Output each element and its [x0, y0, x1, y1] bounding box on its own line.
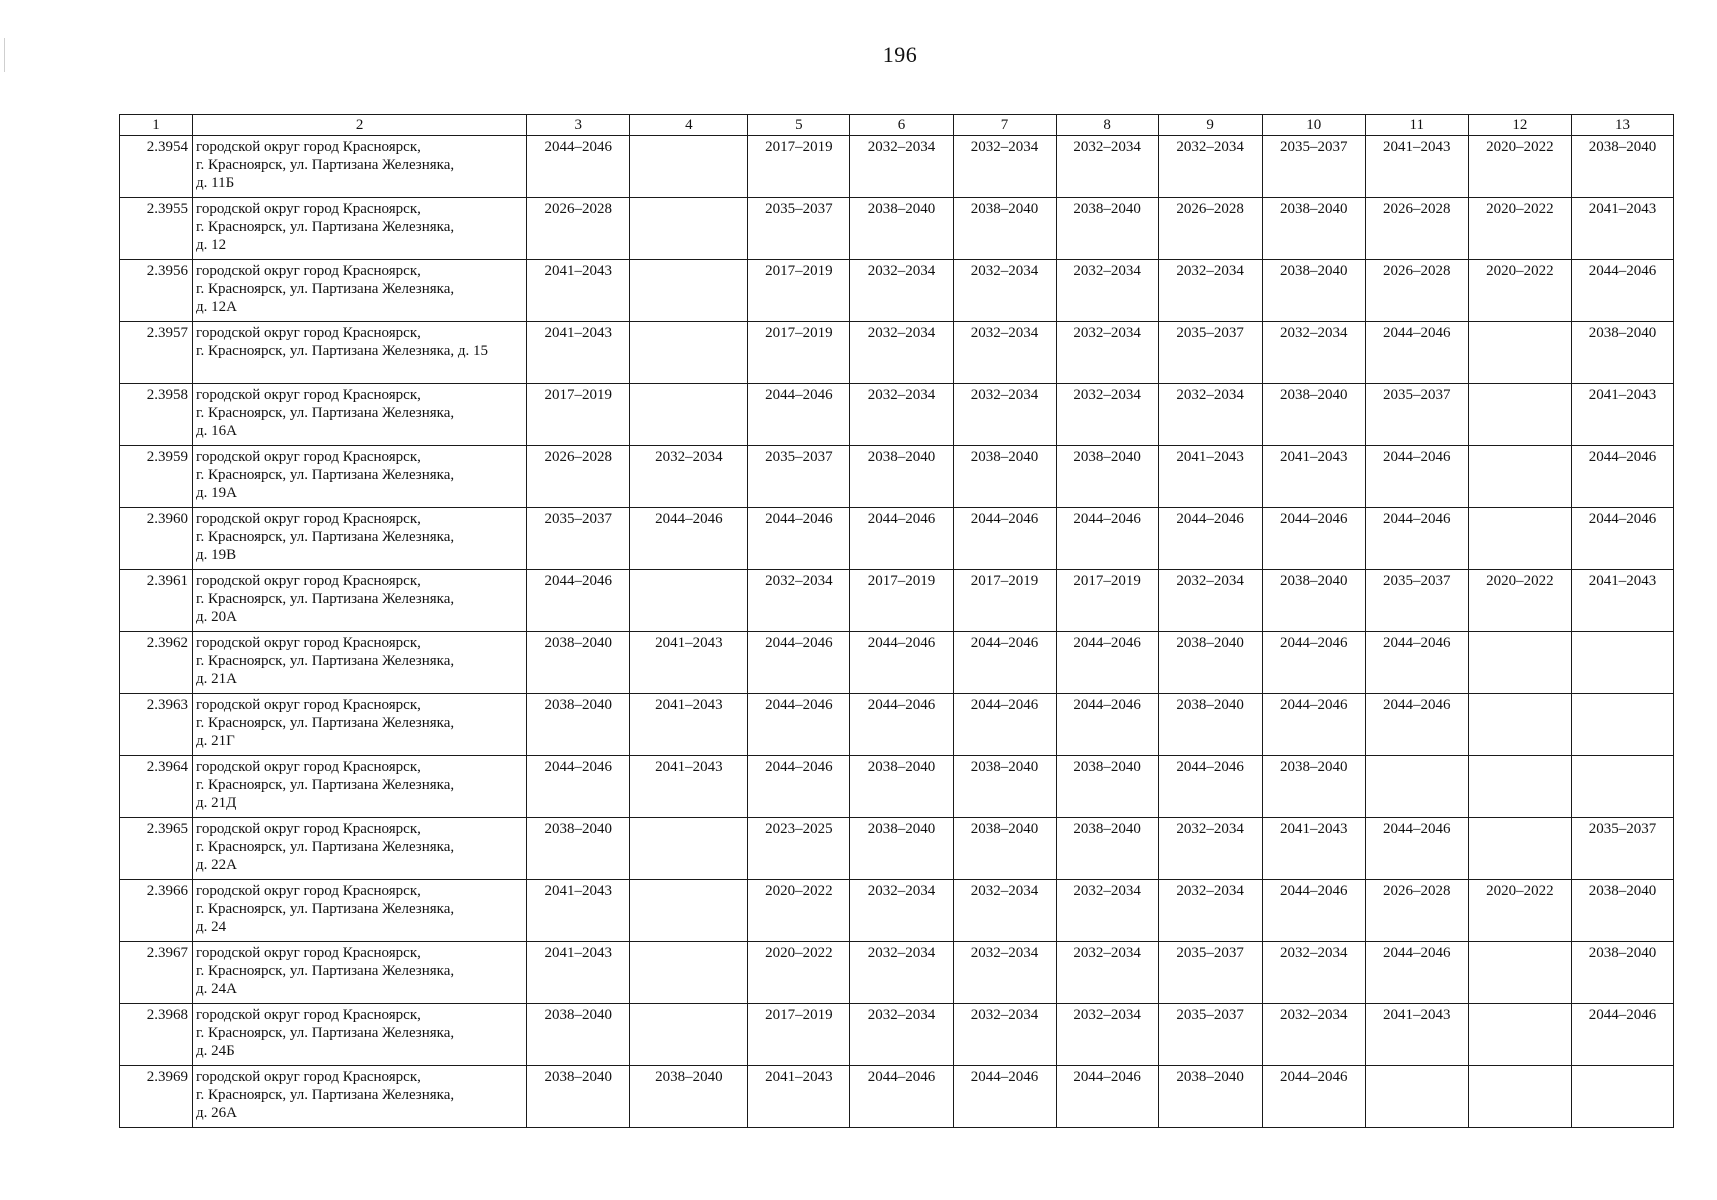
address-line: городской округ город Красноярск, [196, 635, 421, 651]
table-row [120, 446, 1674, 508]
period-cell-col-6: 2032–2034 [850, 322, 953, 384]
address-line: г. Красноярск, ул. Партизана Железняка, [196, 963, 455, 979]
period-cell-col-11: 2041–2043 [1365, 136, 1468, 198]
period-cell-col-7: 2038–2040 [953, 756, 1056, 818]
address-line: г. Красноярск, ул. Партизана Железняка, д. 15 [196, 343, 488, 359]
period-cell-col-9: 2044–2046 [1158, 756, 1262, 818]
period-cell-col-8: 2032–2034 [1056, 260, 1158, 322]
address-line: городской округ город Красноярск, [196, 1007, 421, 1023]
address-line: городской округ город Красноярск, [196, 201, 421, 217]
row-number-cell: 2.3955 [120, 198, 193, 260]
address-cell [193, 508, 527, 570]
period-cell-col-5: 2044–2046 [748, 632, 850, 694]
period-cell-col-7: 2044–2046 [953, 508, 1056, 570]
row-number-cell: 2.3958 [120, 384, 193, 446]
period-cell-col-13: 2044–2046 [1571, 446, 1673, 508]
column-header-1: 1 [120, 115, 193, 136]
period-cell-col-5: 2017–2019 [748, 1004, 850, 1066]
address-line: городской округ город Красноярск, [196, 573, 421, 589]
column-header-12: 12 [1468, 115, 1571, 136]
page-number: 196 [882, 42, 918, 67]
address-line: д. 24Б [196, 1043, 235, 1059]
period-cell-col-9: 2032–2034 [1158, 136, 1262, 198]
address-cell [193, 260, 527, 322]
address-line: д. 19А [196, 485, 238, 501]
period-cell-col-7: 2044–2046 [953, 1066, 1056, 1128]
period-cell-col-8: 2032–2034 [1056, 1004, 1158, 1066]
period-cell-col-4: 2041–2043 [630, 694, 748, 756]
period-cell-col-8: 2044–2046 [1056, 632, 1158, 694]
period-cell-col-3: 2038–2040 [527, 694, 630, 756]
address-line: г. Красноярск, ул. Партизана Железняка, [196, 1025, 455, 1041]
period-cell-col-4: 2041–2043 [630, 632, 748, 694]
row-number-cell: 2.3954 [120, 136, 193, 198]
period-cell-col-10: 2032–2034 [1262, 942, 1365, 1004]
address-cell [193, 570, 527, 632]
period-cell-col-5: 2017–2019 [748, 322, 850, 384]
period-cell-col-7: 2032–2034 [953, 260, 1056, 322]
period-cell-col-10: 2044–2046 [1262, 880, 1365, 942]
period-cell-col-4: 2044–2046 [630, 508, 748, 570]
table-row [120, 694, 1674, 756]
period-cell-col-12 [1468, 1004, 1571, 1066]
address-line: городской округ город Красноярск, [196, 511, 421, 527]
address-line: г. Красноярск, ул. Партизана Железняка, [196, 529, 455, 545]
row-number-cell: 2.3957 [120, 322, 193, 384]
row-number-cell: 2.3966 [120, 880, 193, 942]
period-cell-col-11: 2044–2046 [1365, 322, 1468, 384]
period-cell-col-8: 2032–2034 [1056, 880, 1158, 942]
column-header-11: 11 [1365, 115, 1468, 136]
period-cell-col-5: 2032–2034 [748, 570, 850, 632]
column-header-8: 8 [1056, 115, 1158, 136]
column-header-13: 13 [1571, 115, 1673, 136]
period-cell-col-9: 2041–2043 [1158, 446, 1262, 508]
period-cell-col-7: 2044–2046 [953, 632, 1056, 694]
address-line: г. Красноярск, ул. Партизана Железняка, [196, 405, 455, 421]
period-cell-col-7: 2038–2040 [953, 818, 1056, 880]
period-cell-col-7: 2038–2040 [953, 198, 1056, 260]
period-cell-col-10: 2032–2034 [1262, 1004, 1365, 1066]
period-cell-col-4 [630, 260, 748, 322]
period-cell-col-4 [630, 942, 748, 1004]
table-row [120, 260, 1674, 322]
address-line: городской округ город Красноярск, [196, 945, 421, 961]
period-cell-col-7: 2032–2034 [953, 384, 1056, 446]
period-cell-col-5: 2017–2019 [748, 260, 850, 322]
address-cell [193, 942, 527, 1004]
period-cell-col-13 [1571, 756, 1673, 818]
period-cell-col-12 [1468, 818, 1571, 880]
period-cell-col-8: 2017–2019 [1056, 570, 1158, 632]
period-cell-col-13: 2038–2040 [1571, 880, 1673, 942]
period-cell-col-8: 2044–2046 [1056, 1066, 1158, 1128]
address-line: городской округ город Красноярск, [196, 697, 421, 713]
column-header-10: 10 [1262, 115, 1365, 136]
period-cell-col-8: 2038–2040 [1056, 818, 1158, 880]
period-cell-col-4: 2041–2043 [630, 756, 748, 818]
table-row [120, 880, 1674, 942]
address-line: городской округ город Красноярск, [196, 759, 421, 775]
period-cell-col-10: 2035–2037 [1262, 136, 1365, 198]
period-cell-col-11: 2026–2028 [1365, 260, 1468, 322]
table-row [120, 1066, 1674, 1128]
period-cell-col-5: 2044–2046 [748, 508, 850, 570]
address-line: г. Красноярск, ул. Партизана Железняка, [196, 467, 455, 483]
address-cell [193, 694, 527, 756]
address-line: д. 24А [196, 981, 238, 997]
period-cell-col-12: 2020–2022 [1468, 136, 1571, 198]
period-cell-col-3: 2038–2040 [527, 1066, 630, 1128]
period-cell-col-3: 2041–2043 [527, 942, 630, 1004]
period-cell-col-12: 2020–2022 [1468, 198, 1571, 260]
table-row [120, 198, 1674, 260]
period-cell-col-13: 2041–2043 [1571, 384, 1673, 446]
period-cell-col-3: 2038–2040 [527, 818, 630, 880]
row-number-cell: 2.3967 [120, 942, 193, 1004]
period-cell-col-9: 2044–2046 [1158, 508, 1262, 570]
period-cell-col-3: 2026–2028 [527, 446, 630, 508]
period-cell-col-3: 2044–2046 [527, 756, 630, 818]
period-cell-col-3: 2035–2037 [527, 508, 630, 570]
period-cell-col-10: 2044–2046 [1262, 1066, 1365, 1128]
address-line: г. Красноярск, ул. Партизана Железняка, [196, 219, 455, 235]
period-cell-col-3: 2041–2043 [527, 322, 630, 384]
address-line: городской округ город Красноярск, [196, 883, 421, 899]
period-cell-col-8: 2038–2040 [1056, 198, 1158, 260]
period-cell-col-11: 2044–2046 [1365, 818, 1468, 880]
address-line: д. 21А [196, 671, 238, 687]
period-cell-col-7: 2032–2034 [953, 1004, 1056, 1066]
period-cell-col-9: 2035–2037 [1158, 942, 1262, 1004]
period-cell-col-12 [1468, 942, 1571, 1004]
address-line: д. 24 [196, 919, 227, 935]
period-cell-col-11: 2026–2028 [1365, 880, 1468, 942]
address-line: г. Красноярск, ул. Партизана Железняка, [196, 281, 455, 297]
period-cell-col-5: 2017–2019 [748, 136, 850, 198]
period-cell-col-11: 2026–2028 [1365, 198, 1468, 260]
address-line: д. 20А [196, 609, 238, 625]
period-cell-col-3: 2041–2043 [527, 260, 630, 322]
period-cell-col-12 [1468, 508, 1571, 570]
table-row [120, 632, 1674, 694]
column-header-6: 6 [850, 115, 953, 136]
period-cell-col-11: 2041–2043 [1365, 1004, 1468, 1066]
period-cell-col-7: 2032–2034 [953, 322, 1056, 384]
period-cell-col-5: 2020–2022 [748, 880, 850, 942]
period-cell-col-10: 2041–2043 [1262, 818, 1365, 880]
period-cell-col-4 [630, 880, 748, 942]
address-cell [193, 1066, 527, 1128]
period-cell-col-11: 2044–2046 [1365, 508, 1468, 570]
period-cell-col-4 [630, 384, 748, 446]
period-cell-col-12 [1468, 756, 1571, 818]
period-cell-col-6: 2038–2040 [850, 756, 953, 818]
table-body [120, 136, 1674, 1128]
period-cell-col-4: 2038–2040 [630, 1066, 748, 1128]
column-header-4: 4 [630, 115, 748, 136]
period-cell-col-13 [1571, 694, 1673, 756]
address-line: г. Красноярск, ул. Партизана Железняка, [196, 777, 455, 793]
period-cell-col-12: 2020–2022 [1468, 880, 1571, 942]
period-cell-col-13: 2041–2043 [1571, 570, 1673, 632]
row-number-cell: 2.3961 [120, 570, 193, 632]
table-row [120, 756, 1674, 818]
period-cell-col-12 [1468, 694, 1571, 756]
period-cell-col-6: 2032–2034 [850, 384, 953, 446]
period-cell-col-4 [630, 570, 748, 632]
period-cell-col-8: 2044–2046 [1056, 508, 1158, 570]
table-row [120, 136, 1674, 198]
row-number-cell: 2.3960 [120, 508, 193, 570]
address-line: д. 12А [196, 299, 238, 315]
period-cell-col-3: 2038–2040 [527, 1004, 630, 1066]
address-cell [193, 136, 527, 198]
period-cell-col-5: 2035–2037 [748, 446, 850, 508]
period-cell-col-6: 2032–2034 [850, 260, 953, 322]
period-cell-col-12: 2020–2022 [1468, 260, 1571, 322]
column-header-3: 3 [527, 115, 630, 136]
period-cell-col-13: 2044–2046 [1571, 508, 1673, 570]
address-line: г. Красноярск, ул. Партизана Железняка, [196, 591, 455, 607]
address-line: д. 22А [196, 857, 238, 873]
address-line: городской округ город Красноярск, [196, 1069, 421, 1085]
period-cell-col-7: 2032–2034 [953, 942, 1056, 1004]
period-cell-col-6: 2038–2040 [850, 446, 953, 508]
period-cell-col-7: 2017–2019 [953, 570, 1056, 632]
address-cell [193, 446, 527, 508]
period-cell-col-5: 2044–2046 [748, 756, 850, 818]
period-cell-col-8: 2032–2034 [1056, 384, 1158, 446]
address-cell [193, 198, 527, 260]
period-cell-col-11 [1365, 1066, 1468, 1128]
period-cell-col-11: 2044–2046 [1365, 632, 1468, 694]
period-cell-col-6: 2032–2034 [850, 880, 953, 942]
period-cell-col-11: 2035–2037 [1365, 570, 1468, 632]
address-cell [193, 880, 527, 942]
address-line: д. 16А [196, 423, 238, 439]
column-header-5: 5 [748, 115, 850, 136]
period-cell-col-8: 2044–2046 [1056, 694, 1158, 756]
period-cell-col-9: 2032–2034 [1158, 384, 1262, 446]
address-line: г. Красноярск, ул. Партизана Железняка, [196, 715, 455, 731]
period-cell-col-6: 2038–2040 [850, 198, 953, 260]
period-cell-col-8: 2032–2034 [1056, 136, 1158, 198]
period-cell-col-11 [1365, 756, 1468, 818]
period-cell-col-9: 2026–2028 [1158, 198, 1262, 260]
period-cell-col-11: 2044–2046 [1365, 942, 1468, 1004]
period-cell-col-6: 2044–2046 [850, 1066, 953, 1128]
period-cell-col-4 [630, 1004, 748, 1066]
period-cell-col-10: 2038–2040 [1262, 198, 1365, 260]
period-cell-col-9: 2032–2034 [1158, 818, 1262, 880]
period-cell-col-8: 2038–2040 [1056, 756, 1158, 818]
period-cell-col-6: 2017–2019 [850, 570, 953, 632]
period-cell-col-9: 2038–2040 [1158, 694, 1262, 756]
address-cell [193, 322, 527, 384]
table-row [120, 384, 1674, 446]
period-cell-col-4: 2032–2034 [630, 446, 748, 508]
period-cell-col-10: 2044–2046 [1262, 694, 1365, 756]
period-cell-col-3: 2038–2040 [527, 632, 630, 694]
capital-repair-schedule-table [119, 114, 1674, 1128]
row-number-cell: 2.3959 [120, 446, 193, 508]
period-cell-col-10: 2041–2043 [1262, 446, 1365, 508]
period-cell-col-12 [1468, 632, 1571, 694]
address-line: д. 12 [196, 237, 227, 253]
row-number-cell: 2.3969 [120, 1066, 193, 1128]
period-cell-col-10: 2038–2040 [1262, 756, 1365, 818]
table-row [120, 322, 1674, 384]
period-cell-col-13: 2038–2040 [1571, 136, 1673, 198]
address-line: городской округ город Красноярск, [196, 325, 421, 341]
row-number-cell: 2.3968 [120, 1004, 193, 1066]
row-number-cell: 2.3963 [120, 694, 193, 756]
period-cell-col-12 [1468, 446, 1571, 508]
period-cell-col-10: 2038–2040 [1262, 570, 1365, 632]
period-cell-col-5: 2044–2046 [748, 694, 850, 756]
period-cell-col-5: 2020–2022 [748, 942, 850, 1004]
period-cell-col-7: 2032–2034 [953, 136, 1056, 198]
period-cell-col-7: 2038–2040 [953, 446, 1056, 508]
address-line: г. Красноярск, ул. Партизана Железняка, [196, 157, 455, 173]
period-cell-col-9: 2032–2034 [1158, 880, 1262, 942]
period-cell-col-5: 2023–2025 [748, 818, 850, 880]
address-line: городской округ город Красноярск, [196, 263, 421, 279]
period-cell-col-6: 2044–2046 [850, 508, 953, 570]
period-cell-col-9: 2038–2040 [1158, 1066, 1262, 1128]
address-line: г. Красноярск, ул. Партизана Железняка, [196, 839, 455, 855]
address-line: городской округ город Красноярск, [196, 139, 421, 155]
period-cell-col-13: 2038–2040 [1571, 942, 1673, 1004]
period-cell-col-4 [630, 322, 748, 384]
period-cell-col-3: 2026–2028 [527, 198, 630, 260]
period-cell-col-13: 2044–2046 [1571, 1004, 1673, 1066]
period-cell-col-13: 2041–2043 [1571, 198, 1673, 260]
address-line: г. Красноярск, ул. Партизана Железняка, [196, 901, 455, 917]
period-cell-col-5: 2044–2046 [748, 384, 850, 446]
address-line: г. Красноярск, ул. Партизана Железняка, [196, 1087, 455, 1103]
address-cell [193, 384, 527, 446]
period-cell-col-13 [1571, 1066, 1673, 1128]
period-cell-col-12 [1468, 384, 1571, 446]
period-cell-col-9: 2035–2037 [1158, 322, 1262, 384]
period-cell-col-13: 2035–2037 [1571, 818, 1673, 880]
table-row [120, 1004, 1674, 1066]
row-number-cell: 2.3965 [120, 818, 193, 880]
table-row [120, 508, 1674, 570]
period-cell-col-10: 2038–2040 [1262, 260, 1365, 322]
period-cell-col-6: 2044–2046 [850, 694, 953, 756]
address-cell [193, 818, 527, 880]
period-cell-col-9: 2038–2040 [1158, 632, 1262, 694]
period-cell-col-12 [1468, 1066, 1571, 1128]
address-line: д. 11Б [196, 175, 235, 191]
period-cell-col-10: 2044–2046 [1262, 632, 1365, 694]
period-cell-col-10: 2044–2046 [1262, 508, 1365, 570]
column-header-2: 2 [193, 115, 527, 136]
address-cell [193, 632, 527, 694]
row-number-cell: 2.3964 [120, 756, 193, 818]
period-cell-col-6: 2032–2034 [850, 136, 953, 198]
period-cell-col-9: 2032–2034 [1158, 260, 1262, 322]
period-cell-col-5: 2041–2043 [748, 1066, 850, 1128]
period-cell-col-8: 2032–2034 [1056, 942, 1158, 1004]
period-cell-col-6: 2032–2034 [850, 942, 953, 1004]
address-line: городской округ город Красноярск, [196, 821, 421, 837]
period-cell-col-4 [630, 198, 748, 260]
period-cell-col-6: 2038–2040 [850, 818, 953, 880]
table-row [120, 818, 1674, 880]
period-cell-col-4 [630, 818, 748, 880]
table-row [120, 570, 1674, 632]
period-cell-col-10: 2038–2040 [1262, 384, 1365, 446]
table-row [120, 942, 1674, 1004]
period-cell-col-7: 2032–2034 [953, 880, 1056, 942]
period-cell-col-9: 2035–2037 [1158, 1004, 1262, 1066]
address-line: городской округ город Красноярск, [196, 387, 421, 403]
period-cell-col-13: 2038–2040 [1571, 322, 1673, 384]
table-header [120, 115, 1674, 136]
address-cell [193, 1004, 527, 1066]
address-line: д. 19В [196, 547, 237, 563]
address-line: д. 26А [196, 1105, 238, 1121]
period-cell-col-3: 2044–2046 [527, 136, 630, 198]
period-cell-col-12: 2020–2022 [1468, 570, 1571, 632]
period-cell-col-11: 2044–2046 [1365, 446, 1468, 508]
period-cell-col-9: 2032–2034 [1158, 570, 1262, 632]
row-number-cell: 2.3956 [120, 260, 193, 322]
address-cell [193, 756, 527, 818]
period-cell-col-12 [1468, 322, 1571, 384]
period-cell-col-11: 2035–2037 [1365, 384, 1468, 446]
period-cell-col-5: 2035–2037 [748, 198, 850, 260]
period-cell-col-6: 2044–2046 [850, 632, 953, 694]
period-cell-col-7: 2044–2046 [953, 694, 1056, 756]
address-line: городской округ город Красноярск, [196, 449, 421, 465]
period-cell-col-8: 2032–2034 [1056, 322, 1158, 384]
period-cell-col-6: 2032–2034 [850, 1004, 953, 1066]
column-header-7: 7 [953, 115, 1056, 136]
period-cell-col-3: 2017–2019 [527, 384, 630, 446]
period-cell-col-13: 2044–2046 [1571, 260, 1673, 322]
row-number-cell: 2.3962 [120, 632, 193, 694]
period-cell-col-13 [1571, 632, 1673, 694]
period-cell-col-3: 2044–2046 [527, 570, 630, 632]
period-cell-col-4 [630, 136, 748, 198]
period-cell-col-3: 2041–2043 [527, 880, 630, 942]
period-cell-col-11: 2044–2046 [1365, 694, 1468, 756]
column-header-9: 9 [1158, 115, 1262, 136]
address-line: д. 21Д [196, 795, 237, 811]
header-row [120, 115, 1674, 136]
address-line: д. 21Г [196, 733, 235, 749]
address-line: г. Красноярск, ул. Партизана Железняка, [196, 653, 455, 669]
period-cell-col-10: 2032–2034 [1262, 322, 1365, 384]
period-cell-col-8: 2038–2040 [1056, 446, 1158, 508]
